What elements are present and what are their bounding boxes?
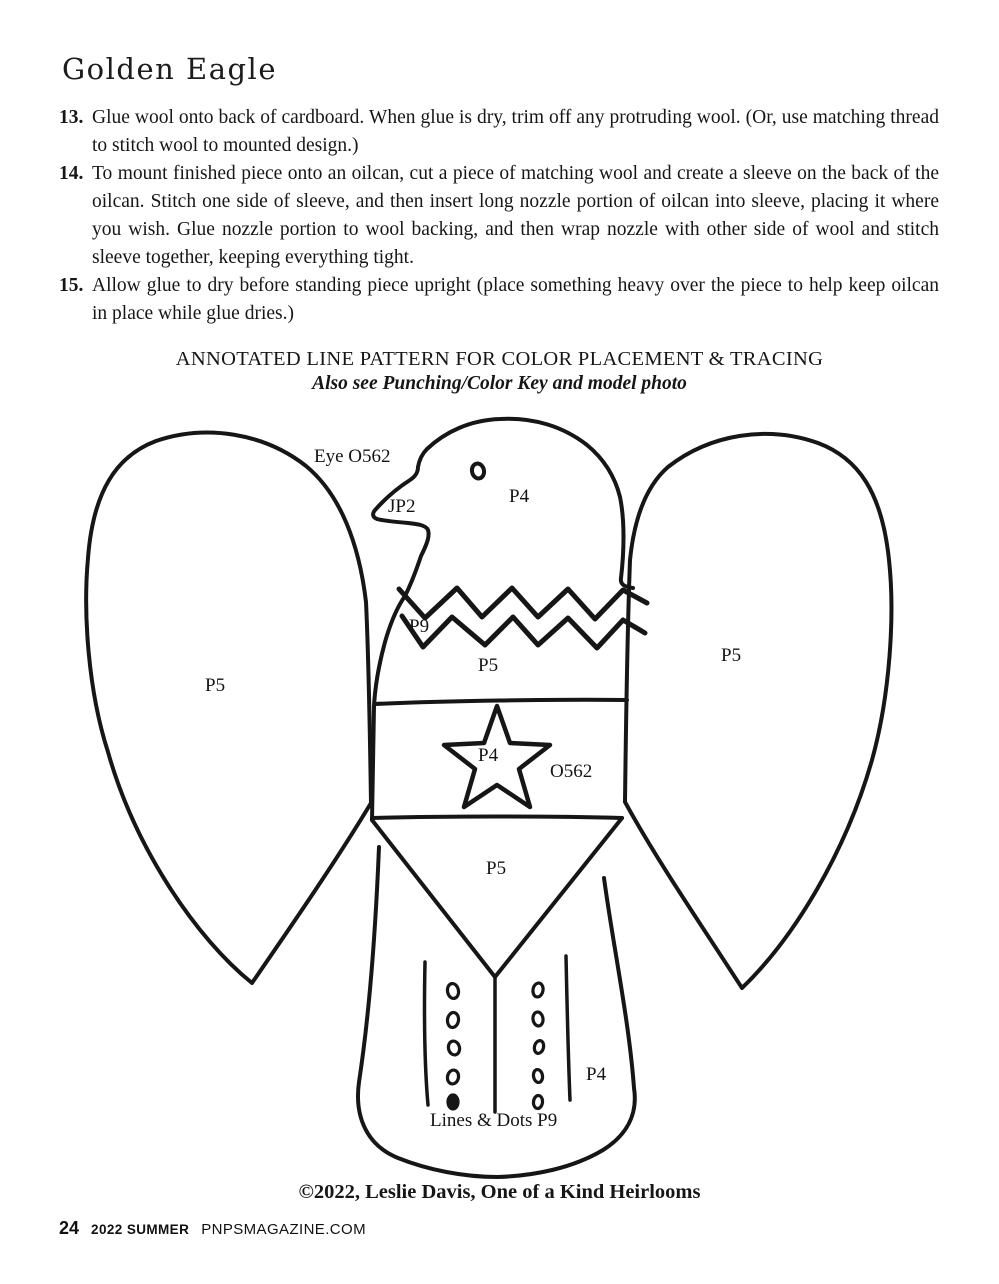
instruction-text: To mount finished piece onto an oilcan, cut a piece of matching wool and create a sleeve on the back of the oilcan. Stitch one side of sleeve, and then insert long nozzle portion of oilcan into sleeve, placing it where you wish. Glue nozzle portion to wool backing, and then wrap nozzle with other side of wool and stitch sleeve together, keeping everything tight. xyxy=(92,163,939,268)
left-wing-outline xyxy=(86,433,371,983)
label-neck-band-p9: P9 xyxy=(409,616,430,637)
eagle-eye xyxy=(471,462,486,479)
label-right-wing-p5: P5 xyxy=(721,645,742,666)
tail-dot xyxy=(447,1040,461,1056)
tail-dot xyxy=(448,1095,458,1109)
tail-line-left xyxy=(424,962,428,1105)
label-left-wing-p5: P5 xyxy=(205,675,226,696)
label-tail-lines-dots-p9: Lines & Dots P9 xyxy=(430,1110,558,1131)
footer-website: PNPSMAGAZINE.COM xyxy=(201,1221,366,1238)
star-band-bottom-line xyxy=(372,817,622,819)
copyright-credit: ©2022, Leslie Davis, One of a Kind Heirlooms xyxy=(298,1181,701,1203)
label-chest-p5: P5 xyxy=(478,655,499,676)
pattern-subheading: Also see Punching/Color Key and model photo xyxy=(312,373,687,394)
label-eye: Eye O562 xyxy=(314,446,391,467)
instruction-number: 13. xyxy=(59,107,84,128)
star-band-top-line xyxy=(375,700,627,704)
footer-issue: 2022 SUMMER xyxy=(91,1222,190,1237)
label-beak-jp2: JP2 xyxy=(388,496,416,517)
page-footer xyxy=(59,1218,366,1239)
tail-dot xyxy=(532,1069,543,1083)
tail-dot xyxy=(533,1040,545,1055)
tail-dot xyxy=(446,983,459,1000)
instruction-number: 14. xyxy=(59,163,84,184)
tail-line-right xyxy=(566,956,570,1100)
label-belly-p5: P5 xyxy=(486,858,507,879)
page-title: Golden Eagle xyxy=(62,52,277,86)
instruction-text: Allow glue to dry before standing piece upright (place something heavy over the piece to help keep oilcan in place while glue dries.) xyxy=(92,275,939,324)
belly-chevron xyxy=(372,818,622,977)
instruction-text: Glue wool onto back of cardboard. When glue is dry, trim off any protruding wool. (Or, use matching thread to stitch wool to mounted design.) xyxy=(92,107,939,156)
instruction-number: 15. xyxy=(59,275,84,296)
tail-dot xyxy=(532,982,544,998)
label-tail-side-p4: P4 xyxy=(586,1064,607,1085)
tail-dot xyxy=(447,1012,460,1028)
tail-dot xyxy=(532,1011,544,1026)
label-star-band-o562: O562 xyxy=(550,761,593,782)
pattern-heading: ANNOTATED LINE PATTERN FOR COLOR PLACEMENT & TRACING xyxy=(175,348,824,370)
tail-dot xyxy=(446,1069,460,1085)
label-head-p4: P4 xyxy=(509,486,530,507)
neck-zigzag-lower xyxy=(402,616,645,648)
tail-dots-left-column xyxy=(446,983,461,1109)
right-wing-outline xyxy=(625,434,891,988)
footer-page-number: 24 xyxy=(59,1218,80,1238)
label-star-p4: P4 xyxy=(478,745,499,766)
tail-dots-right-column xyxy=(532,982,545,1109)
neck-zigzag-upper xyxy=(399,588,647,619)
tail-dot xyxy=(533,1095,543,1109)
